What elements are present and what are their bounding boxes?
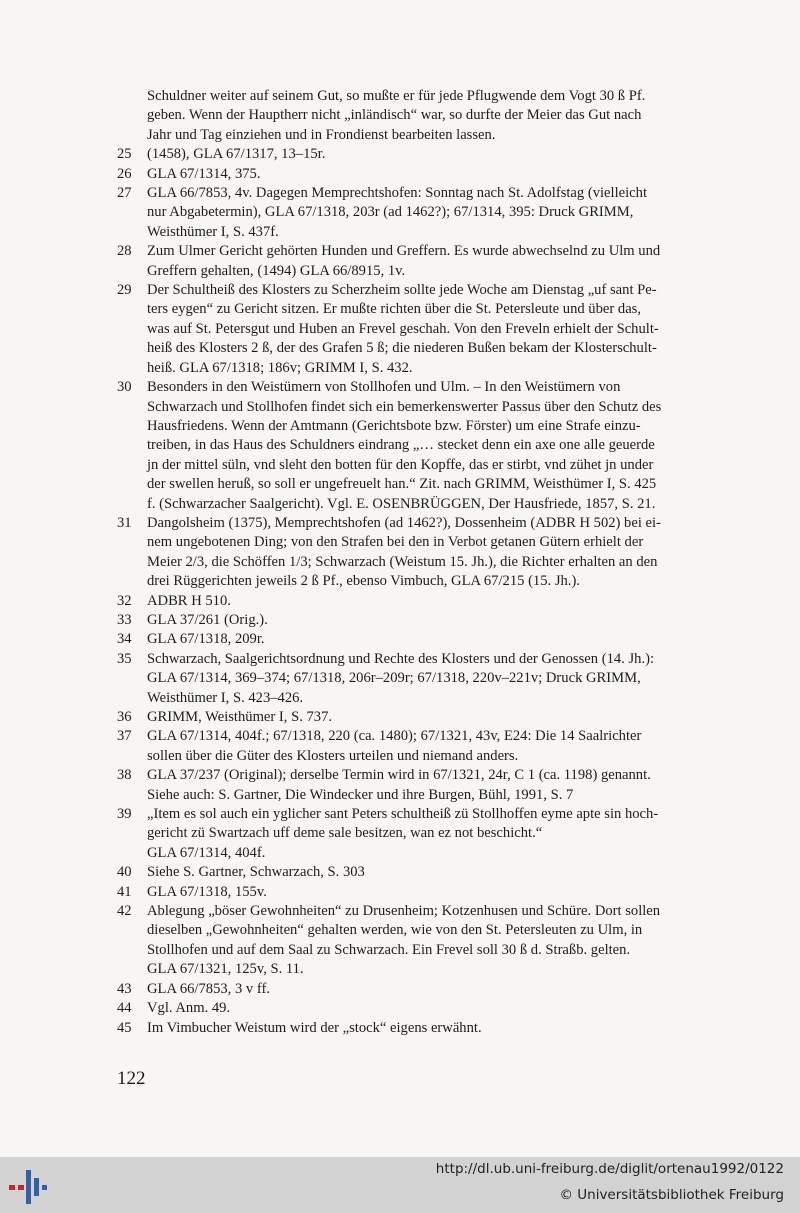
footnote-text bbox=[147, 766, 734, 805]
footnote-number: 37 bbox=[117, 728, 132, 745]
footnote-line: Siehe auch: S. Gartner, Die Windecker und ihre Burgen, Bühl, 1991, S. 7 bbox=[147, 786, 574, 803]
footnote-number: 36 bbox=[117, 709, 132, 725]
footnote-line: Besonders in den Weistümern von Stollhofen und Ulm. – In den Weistümern von bbox=[147, 379, 621, 396]
footnote bbox=[117, 145, 734, 164]
footnote-text bbox=[147, 727, 734, 766]
footnote-line: GLA 66/7853, 4v. Dagegen Memprechtshofen: Sonntag nach St. Adolfstag (vielleicht bbox=[147, 185, 648, 202]
footnote bbox=[117, 999, 734, 1018]
footnote-line: Weisthümer I, S. 423–426. bbox=[147, 689, 304, 706]
footnote-text bbox=[147, 999, 734, 1018]
footnote bbox=[117, 242, 734, 281]
footnote bbox=[117, 611, 734, 630]
footnote-number: 33 bbox=[117, 611, 132, 628]
footnote-text bbox=[147, 630, 734, 649]
footnote-line: gericht zü Swartzach uff deme sale besitzen, wan ez not beschicht.“ bbox=[147, 825, 543, 842]
footnote-number: 30 bbox=[117, 379, 132, 396]
footnote bbox=[117, 727, 734, 766]
footnote-number: 45 bbox=[117, 1019, 132, 1036]
footnote bbox=[117, 980, 734, 999]
footnote-number: 28 bbox=[117, 243, 132, 260]
footnote-line: heiß des Klosters 2 ß, der des Grafen 5 ß; die niederen Bußen bekam der Klosterschult- bbox=[147, 340, 657, 357]
footnote bbox=[117, 883, 734, 902]
footnote-line: GLA 67/1314, 404f. bbox=[147, 844, 266, 861]
footer-copyright: © Universitätsbibliothek Freiburg bbox=[559, 1187, 784, 1203]
footnote-line: GLA 66/7853, 3 v ff. bbox=[147, 980, 270, 997]
footnote-number: 34 bbox=[117, 631, 132, 648]
footnote-line: Vgl. Anm. 49. bbox=[147, 1000, 231, 1017]
footnote bbox=[117, 863, 734, 882]
footnote bbox=[117, 281, 734, 378]
footnote bbox=[117, 766, 734, 805]
footnote-line: nem ungebotenen Ding; von den Strafen bei den in Verbot getanen Gütern erhielt der bbox=[147, 534, 644, 551]
footnote-number: 26 bbox=[117, 165, 132, 182]
footnote-text bbox=[147, 145, 734, 164]
footnote-line: „Item es sol auch ein yglicher sant Peters schultheiß zü Stollhoffen eyme apte sin hoch- bbox=[147, 806, 659, 823]
footnote-line: GLA 67/1314, 404f.; 67/1318, 220 (ca. 1480); 67/1321, 43v, E24: Die 14 Saalrichter bbox=[147, 728, 642, 745]
footnote-text bbox=[147, 281, 734, 378]
footnote-line: Zum Ulmer Gericht gehörten Hunden und Greffern. Es wurde abwechselnd zu Ulm und bbox=[147, 243, 661, 260]
continuation-line: Jahr und Tag einziehen und in Frondienst bearbeiten lassen. bbox=[147, 126, 496, 143]
footer-url[interactable]: http://dl.ub.uni-freiburg.de/diglit/ortenau1992/0122 bbox=[435, 1161, 784, 1177]
continuation-line: Schuldner weiter auf seinem Gut, so mußte er für jede Pflugwende dem Vogt 30 ß Pf. bbox=[147, 88, 646, 104]
footnote-number: 43 bbox=[117, 980, 132, 997]
footnote-line: Hausfriedens. Wenn der Amtmann (Gerichtsbote bzw. Förster) um eine Strafe einzu- bbox=[147, 417, 641, 434]
footnote-line: nur Abgabetermin), GLA 67/1318, 203r (ad 1462?); 67/1314, 395: Druck GRIMM, bbox=[147, 204, 634, 221]
footnote-text bbox=[147, 980, 734, 999]
footer-bar bbox=[0, 1157, 800, 1213]
footnote-text bbox=[147, 650, 734, 708]
footnote-line: GLA 67/1314, 375. bbox=[147, 165, 261, 182]
footnote-number: 27 bbox=[117, 185, 132, 202]
footnote bbox=[117, 708, 734, 727]
footnote-line: Greffern gehalten, (1494) GLA 66/8915, 1v. bbox=[147, 262, 406, 279]
footnote-line: Stollhofen und auf dem Saal zu Schwarzach. Ein Frevel soll 30 ß d. Straßb. gelten. bbox=[147, 941, 631, 958]
footnote-line: Ablegung „böser Gewohnheiten“ zu Drusenheim; Kotzenhusen und Schüre. Dort sollen bbox=[147, 903, 661, 920]
footnote-text bbox=[147, 805, 734, 863]
footnote-line: Weisthümer I, S. 437f. bbox=[147, 223, 279, 240]
footnote bbox=[117, 592, 734, 611]
footnote-line: GLA 37/237 (Original); derselbe Termin wird in 67/1321, 24r, C 1 (ca. 1198) genannt. bbox=[147, 767, 651, 784]
footnote-line: dieselben „Gewohnheiten“ gehalten werden, wie von den St. Petersleuten zu Ulm, in bbox=[147, 922, 643, 939]
footnote-line: (1458), GLA 67/1317, 13–15r. bbox=[147, 146, 326, 163]
footnote-line: Der Schultheiß des Klosters zu Scherzheim sollte jede Woche am Dienstag „uf sant Pe- bbox=[147, 282, 657, 299]
footnote-number: 44 bbox=[117, 1000, 132, 1017]
footnote-text bbox=[147, 863, 734, 882]
footnote-text bbox=[147, 165, 734, 184]
footnote bbox=[117, 650, 734, 708]
footnote-number: 31 bbox=[117, 514, 132, 531]
footnote-line: f. (Schwarzacher Saalgericht). Vgl. E. OSENBRÜGGEN, Der Hausfriede, 1857, S. 21. bbox=[147, 495, 656, 512]
footnote-line: drei Rüggerichten jeweils 2 ß Pf., ebenso Vimbuch, GLA 67/215 (15. Jh.). bbox=[147, 573, 580, 590]
footnote-line: treiben, in das Haus des Schuldners eindrang „… stecket denn ein axe one alle geuerde bbox=[147, 437, 655, 454]
footnote bbox=[117, 184, 734, 242]
continuation-line: geben. Wenn der Hauptherr nicht „inländisch“ war, so durfte der Meier das Gut nach bbox=[147, 107, 642, 124]
footnote-text bbox=[147, 902, 734, 980]
footnote-number: 29 bbox=[117, 282, 132, 299]
university-library-logo bbox=[8, 1165, 52, 1207]
footnote-text bbox=[147, 708, 734, 727]
footnote-line: Schwarzach und Stollhofen findet sich ein bemerkenswerter Passus über den Schutz des bbox=[147, 398, 662, 415]
footnote-list bbox=[117, 145, 734, 1038]
footnote-line: Im Vimbucher Weistum wird der „stock“ eigens erwähnt. bbox=[147, 1019, 482, 1036]
footnote-text bbox=[147, 378, 734, 514]
footnote-line: GLA 67/1318, 155v. bbox=[147, 883, 267, 900]
footnote-text bbox=[147, 514, 734, 592]
footnote-text bbox=[147, 1019, 734, 1038]
footnote bbox=[117, 165, 734, 184]
footnote bbox=[117, 514, 734, 592]
page-number: 122 bbox=[117, 1068, 146, 1089]
footnotes-block bbox=[117, 87, 734, 1038]
footnote-line: GRIMM, Weisthümer I, S. 737. bbox=[147, 709, 333, 725]
footnote-number: 32 bbox=[117, 592, 132, 609]
footnote-line: der swellen heruß, so soll er ungefreuelt han.“ Zit. nach GRIMM, Weisthümer I, S. 425 bbox=[147, 476, 657, 493]
footnote-text bbox=[147, 883, 734, 902]
footnote-text bbox=[147, 242, 734, 281]
footnote bbox=[117, 902, 734, 980]
footnote-number: 25 bbox=[117, 146, 132, 163]
footnote-line: GLA 67/1318, 209r. bbox=[147, 631, 265, 648]
footnote-line: ters eygen“ zu Gericht sitzen. Er mußte richten über die St. Petersleute und über das, bbox=[147, 301, 641, 318]
footnote-number: 39 bbox=[117, 806, 132, 823]
footnote-number: 41 bbox=[117, 883, 132, 900]
footnote-line: Siehe S. Gartner, Schwarzach, S. 303 bbox=[147, 864, 365, 881]
footnote bbox=[117, 630, 734, 649]
footnote-line: jn der mittel süln, vnd sleht den botten für den Kopffe, das er stirbt, vnd zühet jn under bbox=[147, 456, 654, 473]
footnote-text bbox=[147, 184, 734, 242]
footnote-text bbox=[147, 592, 734, 611]
footnote-number: 38 bbox=[117, 767, 132, 784]
footnote-number: 42 bbox=[117, 903, 132, 920]
footnote bbox=[117, 378, 734, 514]
footnote-line: GLA 67/1314, 369–374; 67/1318, 206r–209r; 67/1318, 220v–221v; Druck GRIMM, bbox=[147, 670, 641, 687]
footnote-line: Schwarzach, Saalgerichtsordnung und Rechte des Klosters und der Genossen (14. Jh.): bbox=[147, 650, 655, 667]
footnote bbox=[117, 1019, 734, 1038]
footnote bbox=[117, 805, 734, 863]
footnote-line: GLA 67/1321, 125v, S. 11. bbox=[147, 961, 304, 978]
continuation-paragraph bbox=[117, 87, 734, 145]
footnote-line: was auf St. Petersgut und Huben an Frevel geschah. Von den Freveln erhielt der Schult- bbox=[147, 320, 659, 337]
footnote-line: Dangolsheim (1375), Memprechtshofen (ad 1462?), Dossenheim (ADBR H 502) bei ei- bbox=[147, 514, 661, 531]
footnote-line: heiß. GLA 67/1318; 186v; GRIMM I, S. 432. bbox=[147, 359, 413, 376]
footnote-line: GLA 37/261 (Orig.). bbox=[147, 611, 268, 628]
footnote-line: sollen über die Güter des Klosters urteilen und niemand anders. bbox=[147, 747, 519, 764]
footnote-line: ADBR H 510. bbox=[147, 592, 231, 609]
footnote-number: 40 bbox=[117, 864, 132, 881]
footnote-line: Meier 2/3, die Schöffen 1/3; Schwarzach (Weistum 15. Jh.), die Richter erhalten an den bbox=[147, 553, 658, 570]
footnote-text bbox=[147, 611, 734, 630]
footnote-number: 35 bbox=[117, 650, 132, 667]
